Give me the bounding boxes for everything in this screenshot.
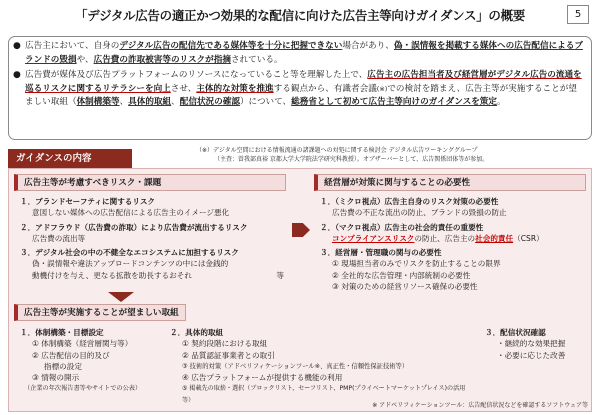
summary-box	[8, 36, 592, 140]
risk-item-3-detail-2: 動機付けを与え、更なる拡散を助長するおそれ 等	[32, 270, 284, 280]
measures-col-1-item: ③ 情報の開示	[32, 373, 80, 383]
measures-col-1-item: （企業の年次報告書等やサイトでの公表）	[24, 385, 142, 393]
measures-col-3-item: ・必要に応じた改善	[497, 350, 566, 360]
management-item-3-detail-3: ③ 対策のための経営リソース確保の必要性	[332, 282, 478, 292]
risk-list	[14, 191, 286, 281]
measures-col-2-item: ④ 広告プラットフォームが提供する機能の利用	[182, 373, 343, 383]
management-item-2-title: ２．（マクロ視点）広告主の社会的責任の重要性	[320, 222, 484, 232]
measures-col-3	[485, 327, 585, 361]
measures-header: 広告主等が実施することが望ましい取組	[14, 304, 186, 321]
measures-col-1-item: ② 広告配信の目的及び	[32, 350, 110, 360]
measures-col-2	[170, 327, 470, 406]
risk-item-2-title: ２．アドフラウド（広告費の詐取）により広告費が流出するリスク	[20, 222, 248, 232]
measures-section	[14, 304, 186, 321]
measures-col-2-item: ① 契約段階における取組	[182, 339, 268, 349]
management-list	[314, 191, 586, 292]
measures-col-2-item: ③ 技術的対策（アドベリフィケーションツール※、真正性・信頼性保証技術等）	[182, 362, 409, 370]
measures-col-2-title: ２．具体的取組	[170, 328, 224, 337]
management-section	[314, 174, 586, 292]
page-number: 5	[567, 5, 589, 24]
measures-col-3-item: ・継続的な効果把握	[497, 339, 566, 349]
measures-col-2-item: ② 品質認証事業者との取引	[182, 350, 275, 360]
management-header: 経営層が対策に関与することの必要性	[314, 174, 586, 191]
measures-col-1	[20, 327, 170, 395]
risk-item-3-detail-1: 偽・誤情報や違法アップロードコンテンツの中には金銭的	[32, 259, 229, 269]
measures-footnote: ※ アドベリフィケーションツール：広告配信状況などを確認するソフトウェア等	[372, 402, 588, 409]
risk-item-2-detail: 広告費の流出等	[32, 233, 86, 243]
footnote: （※）デジタル空間における情報流通の諸課題への対処に関する検討会 デジタル広告ワーキンググループ （主査：曽我部真裕 京都大学大学院法学研究科教授）。オブザーバーとして、広告関係団体等が参加。	[196, 147, 489, 163]
risk-header: 広告主等が考慮すべきリスク・課題	[14, 174, 286, 191]
risk-item-1-title: １．ブランドセーフティに関するリスク	[20, 197, 156, 206]
risk-section	[14, 174, 286, 281]
measures-col-3-title: ３．配信状況確認	[485, 328, 546, 337]
management-item-3-detail-2: ② 全社的な広告管理・内部統制の必要性	[332, 270, 471, 280]
summary-paragraph-2: ● 広告費が媒体及び広告プラットフォームのリソースになっていること等を理解した上で、広告主の広告担当者及び経営層がデジタル広告の流通を巡るリスクに関するリテラシーを向上させ、主体的な対策を推進する観点から、有識者会議(※)での検討を踏まえ、広告主等が実施することが望ましい取組（体制構築等、具体的取組、配信状況の確認）について、総務省として初めて広告主等向けのガイダンスを策定。	[13, 70, 582, 107]
measures-col-2-item: ⑤ 掲載先の取捨・選択（ブロックリスト、セーフリスト、PMP(プライベートマーケットプレイス)の活用等）	[182, 385, 466, 404]
risk-item-3-title: ３．デジタル社会の中の不健全なエコシステムに加担するリスク	[20, 248, 239, 258]
management-item-1-title: １．（ミクロ視点）広告主自身のリスク対策の必要性	[320, 197, 499, 206]
management-item-3-title: ３．経営層・管理職の関与の必要性	[320, 248, 442, 258]
guidance-content-tab: ガイダンスの内容	[8, 149, 132, 168]
measures-col-1-item: ① 体制構築（経営層関与等）	[32, 339, 133, 349]
bullet-icon: ●	[13, 70, 21, 80]
management-item-3-detail-1: ① 現場担当者のみでリスクを防止することの限界	[332, 259, 501, 269]
management-item-1-detail: 広告費の不正な流出の防止、ブランドの毀損の防止	[332, 208, 507, 218]
risk-item-1-detail: 意図しない媒体への広告配信による広告主のイメージ悪化	[32, 208, 230, 218]
bullet-icon: ●	[13, 41, 21, 51]
measures-col-1-title: １．体制構築・目標設定	[20, 328, 104, 337]
page-title: 「デジタル広告の適正かつ効果的な配信に向けた広告主等向けガイダンス」の概要	[74, 8, 526, 23]
management-item-2-detail: コンプライアンスリスクの防止、広告主の社会的責任（CSR）	[332, 233, 544, 243]
measures-col-1-item: 指標の設定	[44, 361, 82, 371]
summary-paragraph-1: ● 広告主において、自身のデジタル広告の配信先である媒体等を十分に把握できない場合があり、偽・誤情報を掲載する媒体への広告配信によるブランドの毀損や、広告費の詐取被害等のリスクが指摘されている。	[13, 41, 583, 65]
